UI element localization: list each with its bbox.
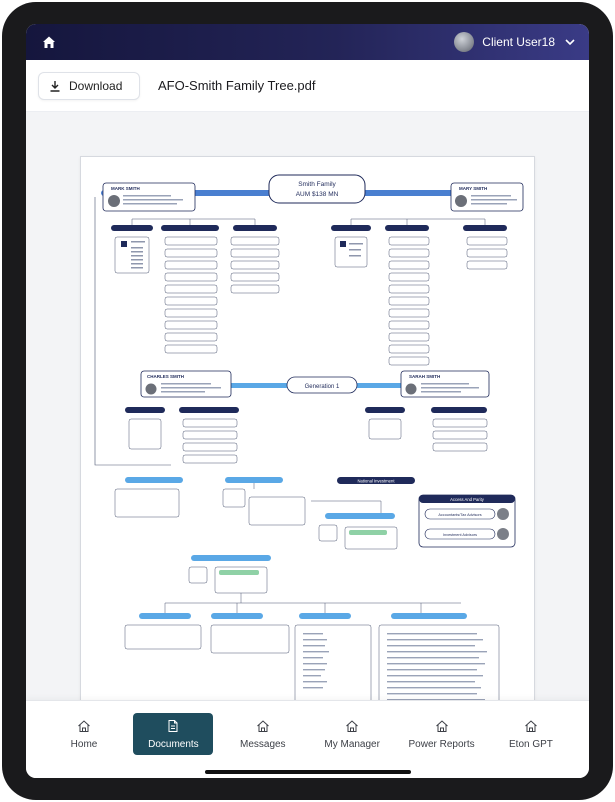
accountants-label: Accountants/Tax Advisors [438,513,482,517]
charles-name: CHARLES SMITH [147,374,184,379]
mary-intangible-list [467,237,507,269]
nav-home-label: Home [70,738,98,750]
mark-intangible-list [231,237,279,293]
nav-documents[interactable] [133,713,213,755]
nav-power-reports-label: Power Reports [408,738,475,750]
charles-assets [125,407,239,463]
sarah-assets [365,407,487,451]
national-investment-label: National Investment [357,478,395,484]
document-title: AFO-Smith Family Tree.pdf [158,78,316,93]
document-header [26,60,589,112]
investment-advisors-label: Investment Advisors [443,533,477,537]
download-icon [49,80,61,92]
top-bar [26,24,589,60]
chevron-down-icon[interactable] [563,35,577,49]
trusts-row [115,477,415,549]
nav-my-manager-label: My Manager [324,738,380,750]
pdf-page [80,156,535,704]
home-icon [435,719,449,733]
mary-tangible-list [389,237,429,365]
access-and-parity-panel [419,495,515,547]
generation-label: Generation 1 [304,384,340,390]
nav-eton-gpt[interactable] [491,713,571,755]
nav-home[interactable] [44,713,124,755]
family-aum: AUM $138 MN [295,191,339,198]
mark-tangible-list [165,237,217,353]
home-icon [77,719,91,733]
nav-eton-gpt-label: Eton GPT [509,738,553,750]
home-icon [345,719,359,733]
nav-documents-label: Documents [148,738,199,750]
document-icon [166,719,180,733]
subsidiaries-row [125,613,499,704]
pdf-viewer[interactable] [26,112,589,704]
home-button[interactable] [38,31,60,53]
home-indicator[interactable] [205,770,411,774]
app-screen [26,24,589,778]
nav-messages[interactable] [223,713,303,755]
holding-entity [165,555,461,613]
nav-my-manager[interactable] [312,713,392,755]
nav-power-reports[interactable] [402,713,482,755]
home-icon [524,719,538,733]
user-menu[interactable] [454,32,577,52]
family-name: Smith Family [298,181,336,188]
access-and-parity-title: Access And Parity [450,497,484,502]
home-icon [42,35,56,49]
home-icon [256,719,270,733]
tablet-frame [2,2,613,800]
download-button[interactable] [38,72,140,100]
nav-messages-label: Messages [239,738,286,750]
family-node [269,175,365,203]
mark-name: MARK SMITH [111,186,140,191]
download-label: Download [69,78,123,93]
mary-name: MARY SMITH [459,186,488,191]
family-tree-diagram [81,157,536,704]
user-name: Client User18 [482,35,555,49]
sarah-name: SARAH SMITH [409,374,441,379]
bottom-navigation [26,700,589,778]
avatar [454,32,474,52]
